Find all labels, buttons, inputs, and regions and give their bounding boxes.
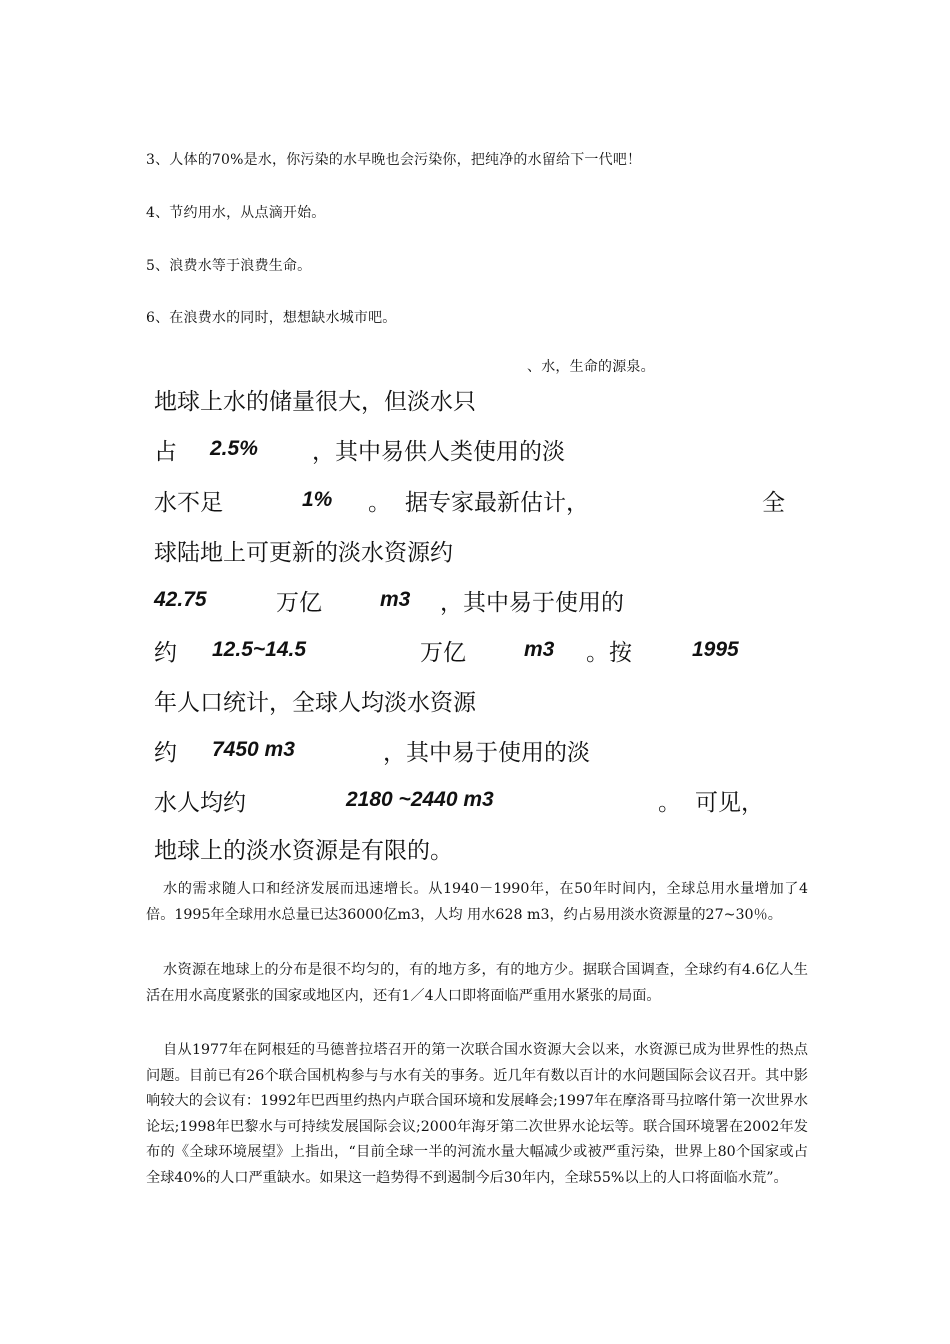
section-heading: 、水，生命的源泉。 [527,359,655,375]
paragraph-conferences: 自从1977年在阿根廷的马德普拉塔召开的第一次联合国水资源大会以来，水资源已成为世界性的热点问题。目前已有26个联合国机构参与与水有关的事务。近几年有数以百计的水问题国际会议召开。其中影响较大的会议有：1992年巴西里约热内卢联合国环境和发展峰会;1997年在摩洛哥马拉喀什第一次世界水论坛;1998年巴黎水与可持续发展国际会议;2000年海牙第二次世界水论坛等。联合国环境署在2002年发布的《全球环境展望》上指出，“目前全球一半的河流水量大幅减少或被严重污染，世界上80个国家或占全球40%的人口严重缺水。如果这一趋势得不到遏制今后30年内，全球55%以上的人口将面临水荒”。 [146,1042,808,1186]
value-renewable-total: 42.75 [154,588,207,611]
body-line-3a: 水不足 [154,490,223,516]
slogan-6: 6、在浪费水的同时，想想缺水城市吧。 [146,310,397,326]
value-usable-share: 1% [302,488,333,511]
body-line-3d: 全 [762,490,785,516]
body-line-8a: 约 [154,740,177,766]
body-line-6b: 万亿 [420,640,466,666]
slogan-5: 5、浪费水等于浪费生命。 [146,258,312,274]
body-line-8b: ，其中易于使用的淡 [383,740,590,766]
body-line-2b: ，其中易供人类使用的淡 [312,439,565,465]
paragraph-distribution: 水资源在地球上的分布是很不均匀的，有的地方多，有的地方少。据联合国调查，全球约有4.6亿人生活在用水高度紧张的国家或地区内，还有1／4人口即将面临严重用水紧张的局面。 [146,962,808,1004]
body-line-10: 地球上的淡水资源是有限的。 [154,838,453,864]
body-line-3c: 据专家最新估计， [405,490,589,516]
body-line-6a: 约 [154,640,177,666]
body-line-7: 年人口统计，全球人均淡水资源 [154,690,476,716]
slogan-3: 3、人体的70%是水，你污染的水早晚也会污染你，把纯净的水留给下一代吧！ [146,152,642,168]
body-line-5b: ，其中易于使用的 [440,590,624,616]
paragraph-water-demand: 水的需求随人口和经济发展而迅速增长。从1940－1990年，在50年时间内，全球总用水量增加了4倍。1995年全球用水总量已达36000亿m3，人均 用水628 m3，约占易用淡水资源量的27~30％。 [146,881,808,923]
value-unit-m3-2: m3 [524,638,555,661]
body-line-9c: 可见， [695,790,764,816]
body-line-9a: 水人均约 [154,790,246,816]
body-line-2a: 占 [154,439,177,465]
value-unit-m3-1: m3 [380,588,411,611]
body-line-5a: 万亿 [276,590,322,616]
body-line-9b: 。 [658,790,681,816]
value-per-capita: 7450 m3 [212,738,295,761]
value-freshwater-share: 2.5% [210,437,258,460]
body-line-1: 地球上水的储量很大，但淡水只 [154,389,476,415]
value-usable-range: 12.5~14.5 [212,638,307,661]
value-year-1995: 1995 [692,638,739,661]
body-line-3b: 。 [368,490,391,516]
value-per-capita-usable: 2180 ~2440 m3 [346,788,494,811]
body-line-6c: 。按 [586,640,632,666]
body-line-4: 球陆地上可更新的淡水资源约 [154,540,453,566]
slogan-4: 4、节约用水，从点滴开始。 [146,205,326,221]
